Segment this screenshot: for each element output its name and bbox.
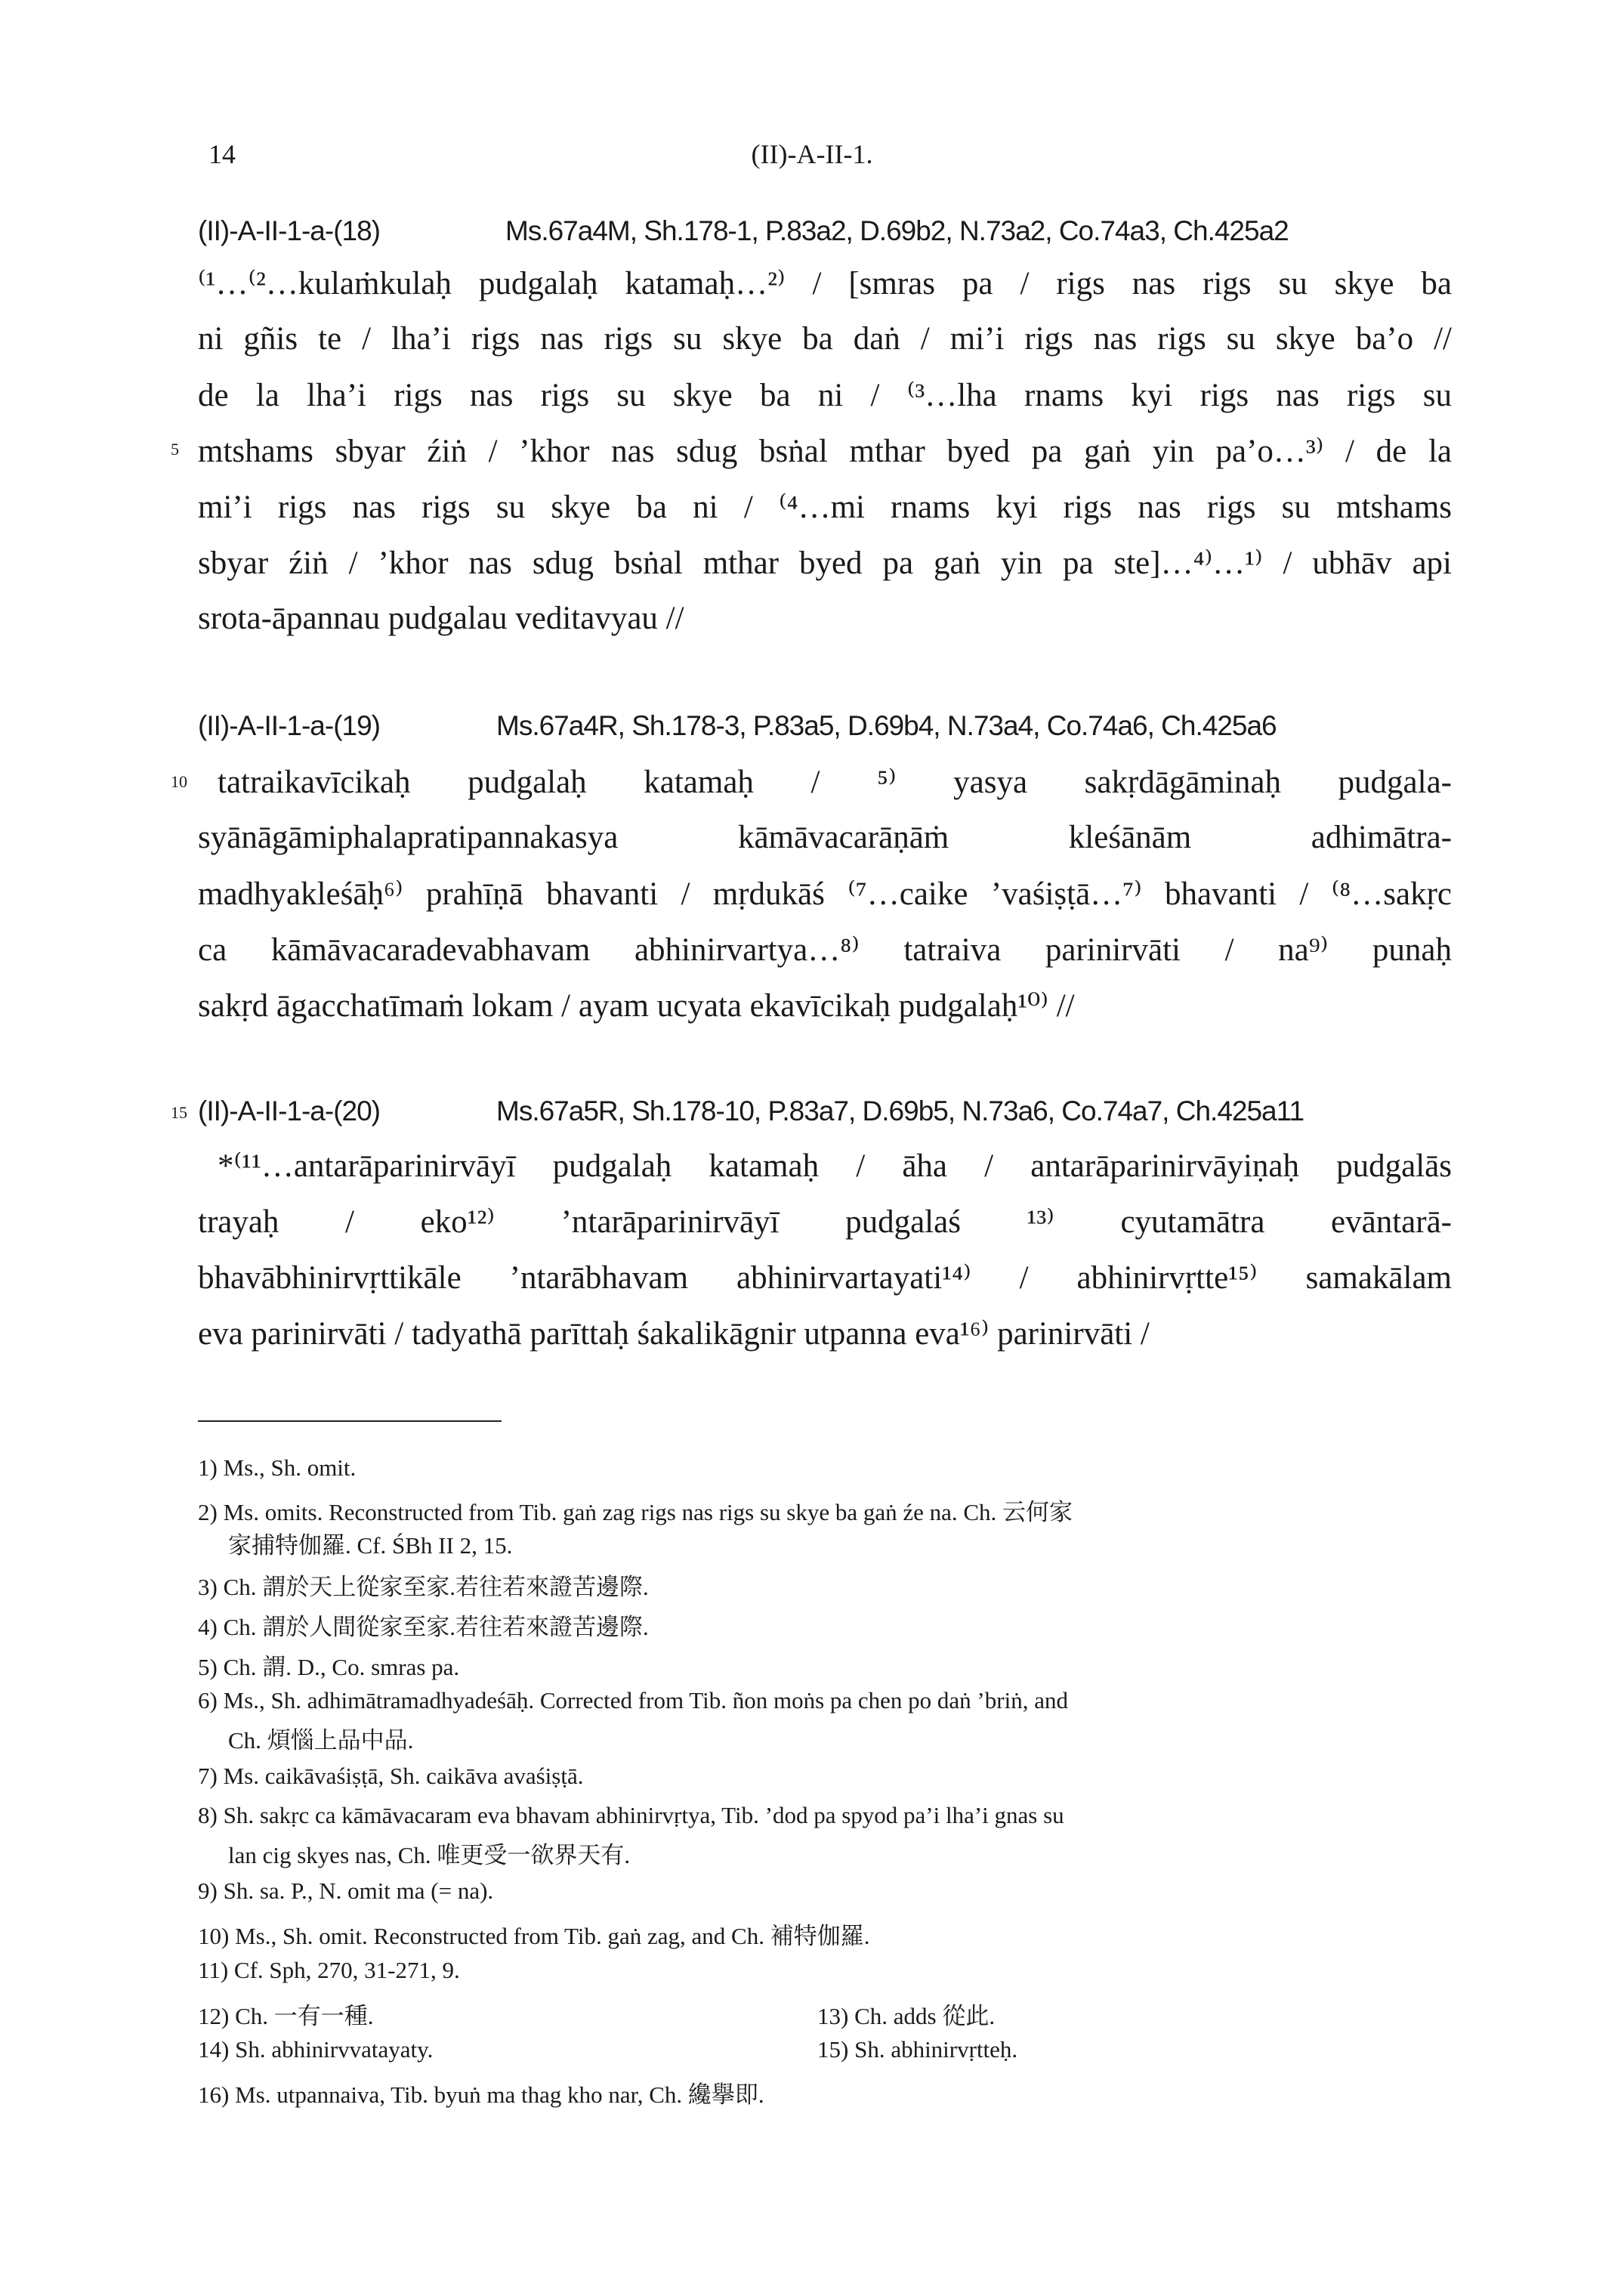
footnote-continuation: 家捕特伽羅. Cf. ŚBh II 2, 15. (228, 1532, 513, 1559)
footnote-continuation: Ch. 煩惱上品中品. (228, 1727, 414, 1754)
text-line: srota-āpannau pudgalau veditavyau // (198, 601, 684, 636)
footnote: 8) Sh. sakṛc ca kāmāvacaram eva bhavam abhinirvṛtya, Tib. ’dod pa spyod pa’i lha’i gnas su (198, 1802, 1064, 1828)
footnote: 6) Ms., Sh. adhimātramadhyadeśāḥ. Corrected from Tib. ñon moṅs pa chen po daṅ ’briṅ, and (198, 1687, 1068, 1714)
text-line: eva parinirvāti / tadyathā parīttaḥ śakalikāgnir utpanna eva¹⁶⁾ parinirvāti / (198, 1316, 1150, 1352)
footnote-continuation: lan cig skyes nas, Ch. 唯更受一欲界天有. (228, 1842, 631, 1868)
footnote: 12) Ch. 一有一種. (198, 2003, 374, 2029)
text-line: sbyar źiṅ / ’khor nas sdug bsṅal mthar byed pa gaṅ yin pa ste]…⁴⁾…¹⁾ / ubhāv api (198, 545, 1452, 581)
footnote: 15) Sh. abhinirvṛtteḥ. (817, 2036, 1018, 2063)
text-line: mi’i rigs nas rigs su skye ba ni / ⁽⁴…mi rnams kyi rigs nas rigs su mtshams (198, 490, 1452, 525)
text-line: madhyakleśāḥ⁶⁾ prahīṇā bhavanti / mṛdukāś ⁽⁷…caike ’vaśiṣṭā…⁷⁾ bhavanti / ⁽⁸…sakṛc (198, 876, 1452, 912)
footnote: 3) Ch. 謂於天上從家至家.若往若來證苦邊際. (198, 1574, 649, 1600)
footnote: 11) Cf. Sph, 270, 31-271, 9. (198, 1957, 460, 1983)
footnote: 4) Ch. 謂於人間從家至家.若往若來證苦邊際. (198, 1614, 649, 1640)
footnote: 13) Ch. adds 從此. (817, 2003, 996, 2029)
footnote: 16) Ms. utpannaiva, Tib. byuṅ ma thag kho nar, Ch. 纔擧即. (198, 2081, 764, 2108)
text-line: sakṛd āgacchatīmaṁ lokam / ayam ucyata ekavīcikaḥ pudgalaḥ¹⁰⁾ // (198, 988, 1075, 1024)
text-line: de la lha’i rigs nas rigs su skye ba ni / ⁽³…lha rnams kyi rigs nas rigs su (198, 378, 1452, 413)
footnote: 2) Ms. omits. Reconstructed from Tib. gaṅ zag rigs nas rigs su skye ba gaṅ źe na. Ch. 云何家 (198, 1499, 1073, 1525)
text-line: trayaḥ / eko¹²⁾ ’ntarāparinirvāyī pudgalaś ¹³⁾ cyutamātra evāntarā- (198, 1204, 1452, 1240)
footnote: 14) Sh. abhinirvvatayaty. (198, 2036, 434, 2063)
section-refs: Ms.67a4M, Sh.178-1, P.83a2, D.69b2, N.73a2, Co.74a3, Ch.425a2 (505, 215, 1289, 246)
line-number: 10 (171, 772, 187, 791)
section-refs: Ms.67a5R, Sh.178-10, P.83a7, D.69b5, N.73a6, Co.74a7, Ch.425a11 (496, 1095, 1304, 1126)
text-line: bhavābhinirvṛttikāle ’ntarābhavam abhinirvartayati¹⁴⁾ / abhinirvṛtte¹⁵⁾ samakālam (198, 1260, 1452, 1296)
line-number: 15 (171, 1103, 187, 1122)
section-refs: Ms.67a4R, Sh.178-3, P.83a5, D.69b4, N.73a4, Co.74a6, Ch.425a6 (496, 710, 1277, 741)
text-line: tatraikavīcikaḥ pudgalaḥ katamaḥ / ⁵⁾ yasya sakṛdāgāminaḥ pudgala- (218, 765, 1452, 800)
section-heading (198, 215, 1482, 249)
footnote: 5) Ch. 謂. D., Co. smras pa. (198, 1654, 460, 1680)
running-head: (II)-A-II-1. (751, 139, 873, 169)
footnote-rule (198, 1420, 502, 1422)
text-line: ni gñis te / lha’i rigs nas rigs su skye ba daṅ / mi’i rigs nas rigs su skye ba’o // (198, 321, 1452, 357)
section-heading (198, 1095, 1482, 1129)
section-id: (II)-A-II-1-a-(19) (198, 710, 380, 741)
text-line: *⁽¹¹…antarāparinirvāyī pudgalaḥ katamaḥ / āha / antarāparinirvāyiṇaḥ pudgalās (218, 1148, 1452, 1184)
text-line: ca kāmāvacaradevabhavam abhinirvartya…⁸⁾ tatraiva parinirvāti / na⁹⁾ punaḥ (198, 932, 1452, 968)
footnote: 7) Ms. caikāvaśiṣṭā, Sh. caikāva avaśiṣṭā. (198, 1763, 584, 1789)
footnote: 1) Ms., Sh. omit. (198, 1454, 357, 1481)
footnote: 9) Sh. sa. P., N. omit ma (= na). (198, 1877, 494, 1904)
page-number: 14 (208, 139, 236, 169)
line-number: 5 (171, 440, 179, 459)
text-line: ⁽¹…⁽²…kulaṁkulaḥ pudgalaḥ katamaḥ…²⁾ / [smras pa / rigs nas rigs su skye ba (198, 266, 1452, 301)
section-heading (198, 710, 1482, 744)
section-id: (II)-A-II-1-a-(20) (198, 1095, 380, 1126)
footnote: 10) Ms., Sh. omit. Reconstructed from Tib. gaṅ zag, and Ch. 補特伽羅. (198, 1923, 870, 1949)
section-id: (II)-A-II-1-a-(18) (198, 215, 380, 246)
text-line: syānāgāmiphalapratipannakasya kāmāvacarāṇāṁ kleśānām adhimātra- (198, 820, 1452, 855)
text-line: mtshams sbyar źiṅ / ’khor nas sdug bsṅal mthar byed pa gaṅ yin pa’o…³⁾ / de la (198, 434, 1452, 469)
